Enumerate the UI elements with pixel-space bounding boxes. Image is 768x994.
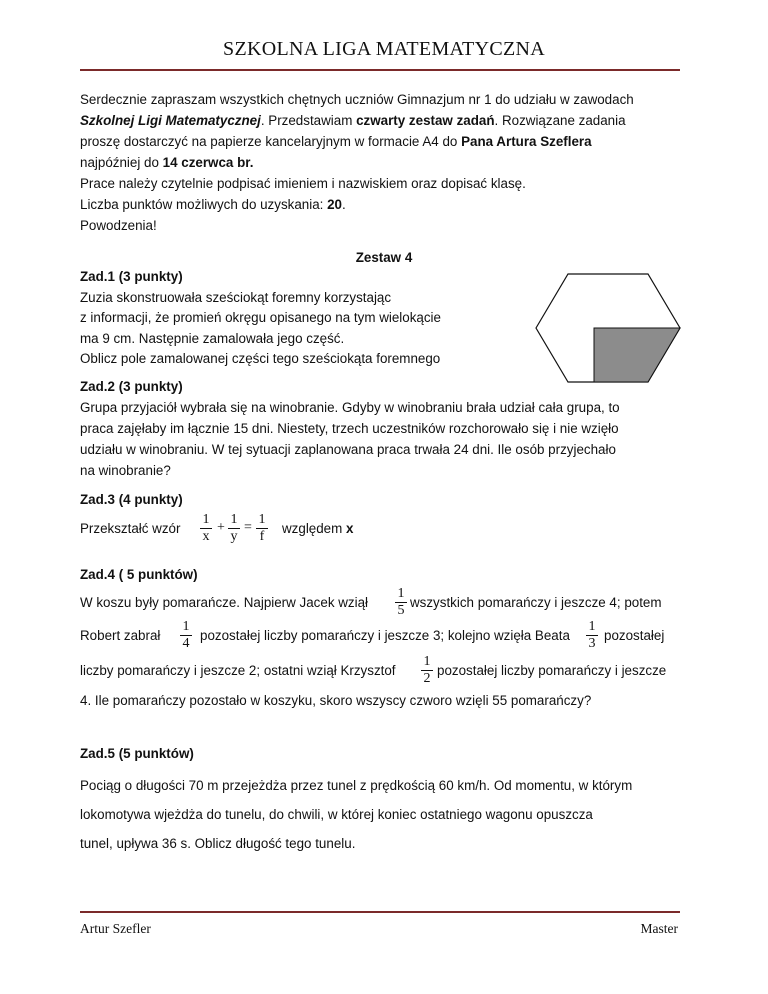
task-2-line-4: na winobranie? — [80, 463, 171, 478]
deadline: 14 czerwca br. — [162, 155, 254, 170]
task-4-line-1b: wszystkich pomarańczy i jeszcze 4; potem — [410, 595, 662, 610]
task-4-line-4: 4. Ile pomarańczy pozostało w koszyku, skoro wszyscy czworo wzięli 55 pomarańczy? — [80, 693, 592, 708]
task-5-line-1: Pociąg o długości 70 m przejeżdża przez tunel z prędkością 60 km/h. Od momentu, w którym — [80, 778, 633, 793]
task-2-line-3: udziału w winobraniu. W tej sytuacji zaplanowana praca trwała 24 dni. Ile osób przyjechało — [80, 442, 616, 457]
footer-author: Artur Szefler — [80, 921, 151, 936]
task-1-line-1: Zuzia skonstruowała sześciokąt foremny korzystając — [80, 290, 392, 305]
fraction-one-fifth: $\frac{1}{5}$ — [395, 586, 407, 619]
hexagon-figure — [528, 272, 688, 386]
task-5-title: Zad.5 (5 punktów) — [80, 746, 194, 761]
task-4-line-1a: W koszu były pomarańcze. Najpierw Jacek wziął — [80, 595, 368, 610]
formula-fraction-y: $\frac{1}{y}$ — [228, 512, 240, 545]
task-4-line-3b: pozostałej liczby pomarańczy i jeszcze — [437, 663, 667, 678]
task-5-line-3: tunel, upływa 36 s. Oblicz długość tego tunelu. — [80, 836, 356, 851]
task-2-line-1: Grupa przyjaciół wybrała się na winobranie. Gdyby w winobraniu brała udział cała grupa, to — [80, 400, 620, 415]
set-name: czwarty zestaw zadań — [356, 113, 495, 128]
formula-fraction-f: $\frac{1}{f}$ — [256, 512, 268, 545]
target-variable: x — [346, 521, 354, 536]
task-1-title: Zad.1 (3 punkty) — [80, 269, 183, 284]
task-2-title: Zad.2 (3 punkty) — [80, 379, 183, 394]
task-3-prompt: Przekształć wzór — [80, 521, 181, 536]
plus-sign: + — [217, 520, 225, 535]
task-3-suffix: względem x — [282, 521, 354, 536]
shaded-region — [594, 328, 680, 382]
intro-line-3: proszę dostarczyć na papierze kancelaryjnym w formacie A4 do Pana Artura Szeflera — [80, 134, 592, 149]
task-1-line-3: ma 9 cm. Następnie zamalowała jego część. — [80, 331, 345, 346]
footer-label: Master — [640, 921, 678, 936]
intro-line-2: Szkolnej Ligi Matematycznej. Przedstawiam czwarty zestaw zadań. Rozwiązane zadania — [80, 113, 626, 128]
fraction-one-fourth: $\frac{1}{4}$ — [180, 619, 192, 652]
intro-line-6: Liczba punktów możliwych do uzyskania: 20. — [80, 197, 346, 212]
equals-sign: = — [244, 520, 252, 535]
points-total: 20 — [327, 197, 343, 212]
task-4-line-2b: pozostałej liczby pomarańczy i jeszcze 3; kolejno wzięła Beata — [200, 628, 570, 643]
intro-line-1: Serdecznie zapraszam wszystkich chętnych uczniów Gimnazjum nr 1 do udziału w zawodach — [80, 92, 634, 107]
fraction-one-third: $\frac{1}{3}$ — [586, 619, 598, 652]
set-title: Zestaw 4 — [355, 250, 413, 265]
task-5-line-2: lokomotywa wjeżdża do tunelu, do chwili, w której koniec ostatniego wagonu opuszcza — [80, 807, 593, 822]
fraction-one-half: $\frac{1}{2}$ — [421, 654, 433, 687]
header-rule — [80, 69, 680, 71]
intro-paragraph — [80, 89, 680, 236]
task-2-line-2: praca zajęłaby im łącznie 15 dni. Niestety, trzech uczestników rozchorowało się i nie wzięło — [80, 421, 619, 436]
task-3-title: Zad.3 (4 punkty) — [80, 492, 183, 507]
page-title: SZKOLNA LIGA MATEMATYCZNA — [223, 38, 545, 60]
intro-line-7: Powodzenia! — [80, 218, 157, 233]
footer-rule — [80, 911, 680, 913]
task-1-line-4: Oblicz pole zamalowanej części tego sześciokąta foremnego — [80, 351, 441, 366]
intro-line-4: najpóźniej do 14 czerwca br. — [80, 155, 254, 170]
task-1-line-2: z informacji, że promień okręgu opisanego na tym wielokącie — [80, 310, 441, 325]
league-name: Szkolnej Ligi Matematycznej — [80, 113, 261, 128]
task-4-line-2c: pozostałej — [604, 628, 665, 643]
task-4-title: Zad.4 ( 5 punktów) — [80, 567, 198, 582]
task-4-line-3a: liczby pomarańczy i jeszcze 2; ostatni wziął Krzysztof — [80, 663, 396, 678]
formula-fraction-x: $\frac{1}{x}$ — [200, 512, 212, 545]
task-4-line-2a: Robert zabrał — [80, 628, 161, 643]
intro-line-5: Prace należy czytelnie podpisać imieniem i nazwiskiem oraz dopisać klasę. — [80, 176, 526, 191]
teacher-name: Pana Artura Szeflera — [461, 134, 592, 149]
